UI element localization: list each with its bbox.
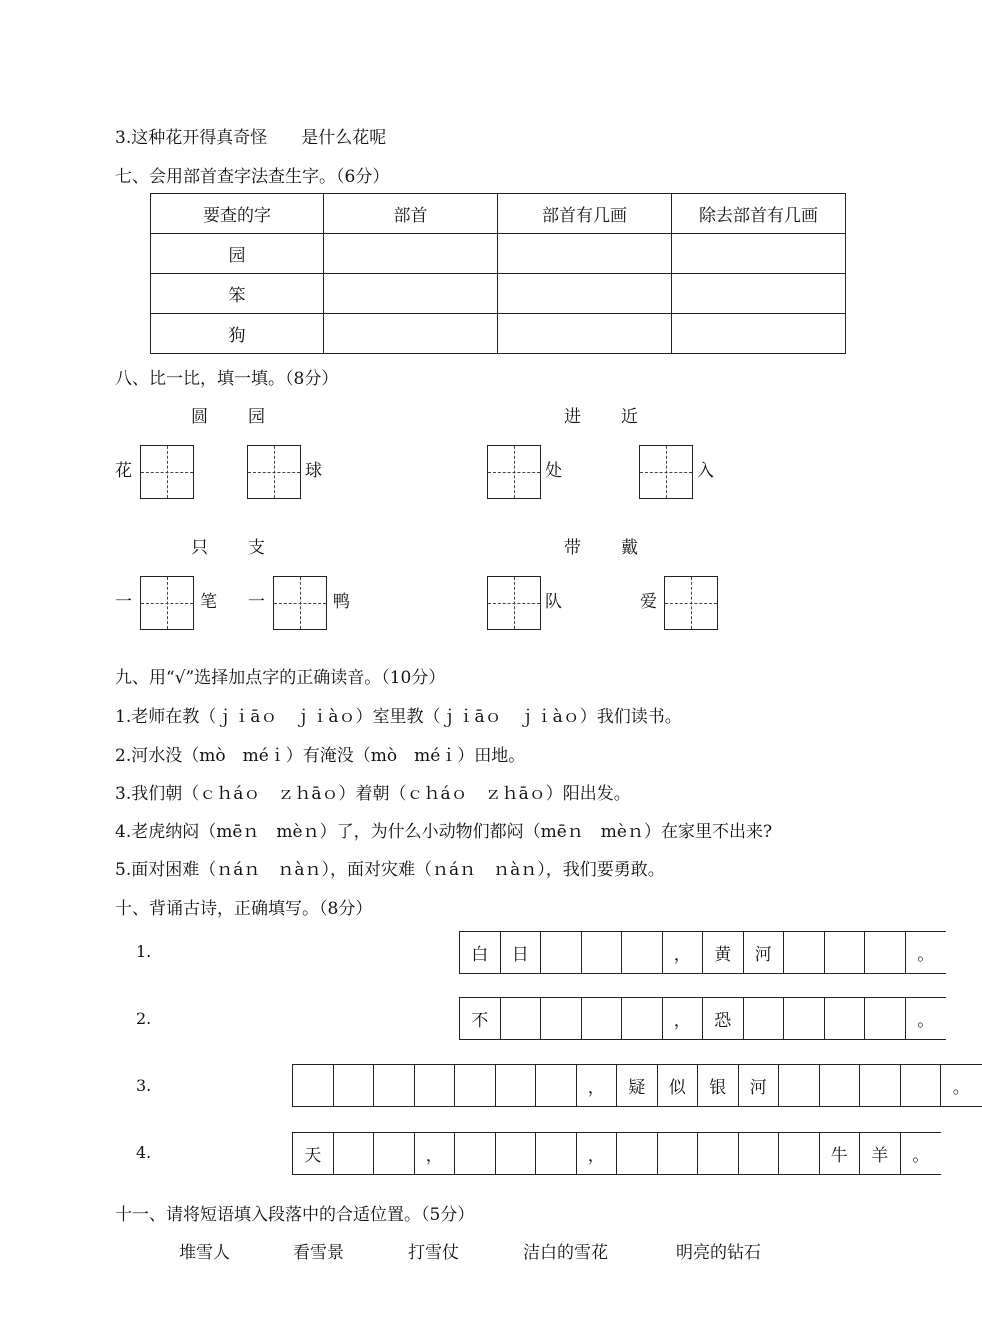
poem-cell-blank[interactable]: [622, 998, 663, 1039]
poem-grid: [292, 1064, 982, 1107]
poem-punctuation: ，: [663, 998, 704, 1039]
poem-cell-blank[interactable]: [658, 1133, 699, 1174]
section-11-title: 十一、请将短语填入段落中的合适位置。（5分）: [115, 1205, 475, 1225]
poem-cell-blank[interactable]: [496, 1133, 537, 1174]
sentence-q3: 3.这种花开得真奇怪 是什么花呢: [115, 128, 387, 148]
compare-char: 只: [191, 538, 208, 558]
tianzige-box[interactable]: [140, 445, 194, 499]
poem-cell-char: 疑: [617, 1065, 658, 1106]
table-cell-char: 狗: [151, 314, 324, 354]
tianzige-box[interactable]: [664, 576, 718, 630]
poem-punctuation: 。: [917, 1011, 935, 1031]
poem-cell-char: 羊: [860, 1133, 901, 1174]
poem-number: 2.: [136, 1009, 152, 1028]
compare-char: 园: [248, 407, 265, 427]
table-row: [151, 274, 846, 314]
section-8-title: 八、比一比，填一填。（8分）: [115, 369, 339, 389]
table-header: 除去部首有几画: [672, 194, 846, 234]
word-part: 一: [115, 592, 132, 612]
phrase-option: 洁白的雪花: [523, 1243, 608, 1263]
poem-cell-blank[interactable]: [901, 1065, 942, 1106]
poem-cell-char: 日: [501, 932, 542, 973]
tianzige-box[interactable]: [273, 576, 327, 630]
poem-cell-blank[interactable]: [825, 932, 866, 973]
table-cell-blank[interactable]: [498, 274, 672, 314]
table-header: 要查的字: [151, 194, 324, 234]
word-part: 球: [305, 461, 322, 481]
poem-cell-blank[interactable]: [582, 932, 623, 973]
tianzige-box[interactable]: [639, 445, 693, 499]
poem-cell-blank[interactable]: [501, 998, 542, 1039]
word-part: 爱: [640, 592, 657, 612]
tianzige-box[interactable]: [247, 445, 301, 499]
phrase-option: 明亮的钻石: [676, 1243, 761, 1263]
poem-cell-blank[interactable]: [784, 932, 825, 973]
table-cell-char: 园: [151, 234, 324, 274]
word-part: 入: [697, 461, 714, 481]
poem-cell-blank[interactable]: [541, 932, 582, 973]
phrase-option: 看雪景: [293, 1243, 344, 1263]
poem-cell-blank[interactable]: [582, 998, 623, 1039]
word-part: 队: [545, 592, 562, 612]
phrase-option: 堆雪人: [179, 1243, 230, 1263]
poem-punctuation: ，: [415, 1133, 456, 1174]
pinyin-question[interactable]: 3.我们朝（ｃｈáｏ ｚｈāｏ）着朝（ｃｈáｏ ｚｈāｏ）阳出发。: [115, 784, 631, 804]
poem-number: 4.: [136, 1143, 152, 1162]
table-row: [151, 234, 846, 274]
poem-cell-char: 牛: [820, 1133, 861, 1174]
section-10-title: 十、背诵古诗，正确填写。（8分）: [115, 899, 373, 919]
table-cell-blank[interactable]: [672, 314, 846, 354]
compare-char: 带: [564, 538, 581, 558]
poem-cell-blank[interactable]: [779, 1133, 820, 1174]
poem-punctuation: 。: [912, 1146, 930, 1166]
poem-punctuation: ，: [577, 1133, 618, 1174]
poem-cell-char: 天: [293, 1133, 334, 1174]
poem-cell-blank[interactable]: [739, 1133, 780, 1174]
poem-cell-char: 恐: [703, 998, 744, 1039]
poem-cell-blank[interactable]: [698, 1133, 739, 1174]
pinyin-question[interactable]: 1.老师在教（ｊｉāｏ ｊｉàｏ）室里教（ｊｉāｏ ｊｉàｏ）我们读书。: [115, 707, 682, 727]
poem-cell-blank[interactable]: [784, 998, 825, 1039]
table-cell-blank[interactable]: [324, 314, 498, 354]
poem-cell-blank[interactable]: [779, 1065, 820, 1106]
table-cell-char: 笨: [151, 274, 324, 314]
table-header-row: [151, 194, 846, 234]
poem-grid: [292, 1132, 941, 1175]
compare-char: 支: [248, 538, 265, 558]
word-part: 一: [248, 592, 265, 612]
poem-cell-blank[interactable]: [744, 998, 785, 1039]
table-cell-blank[interactable]: [672, 234, 846, 274]
tianzige-box[interactable]: [140, 576, 194, 630]
poem-cell-blank[interactable]: [865, 998, 906, 1039]
compare-char: 戴: [621, 538, 638, 558]
table-row: [151, 314, 846, 354]
poem-cell-char: 似: [658, 1065, 699, 1106]
word-part: 处: [545, 461, 562, 481]
word-part: 笔: [200, 592, 217, 612]
poem-grid: [459, 997, 946, 1040]
poem-cell-blank[interactable]: [374, 1065, 415, 1106]
poem-cell-blank[interactable]: [496, 1065, 537, 1106]
table-header: 部首: [324, 194, 498, 234]
poem-grid: [459, 931, 946, 974]
poem-cell-blank[interactable]: [374, 1133, 415, 1174]
word-part: 花: [115, 461, 132, 481]
table-cell-blank[interactable]: [672, 274, 846, 314]
poem-cell-blank[interactable]: [293, 1065, 334, 1106]
poem-cell-char: 黄: [703, 932, 744, 973]
poem-cell-blank[interactable]: [334, 1133, 375, 1174]
table-cell-blank[interactable]: [498, 234, 672, 274]
phrase-option: 打雪仗: [408, 1243, 459, 1263]
poem-cell-blank[interactable]: [455, 1133, 496, 1174]
poem-cell-blank[interactable]: [617, 1133, 658, 1174]
poem-punctuation: 。: [952, 1078, 970, 1098]
compare-char: 近: [621, 407, 638, 427]
poem-cell-blank[interactable]: [860, 1065, 901, 1106]
poem-cell-blank[interactable]: [820, 1065, 861, 1106]
pinyin-question[interactable]: 2.河水没（mò méｉ）有淹没（mò méｉ）田地。: [115, 746, 526, 766]
poem-cell-char: 河: [744, 932, 785, 973]
poem-cell-char: 银: [698, 1065, 739, 1106]
section-9-title: 九、用“√”选择加点字的正确读音。（10分）: [115, 668, 446, 688]
poem-cell-blank[interactable]: [536, 1133, 577, 1174]
poem-cell-blank[interactable]: [334, 1065, 375, 1106]
poem-cell-char: 不: [460, 998, 501, 1039]
poem-punctuation: ，: [663, 932, 704, 973]
table-cell-blank[interactable]: [324, 234, 498, 274]
poem-cell-blank[interactable]: [622, 932, 663, 973]
poem-punctuation: ，: [577, 1065, 618, 1106]
word-part: 鸭: [333, 592, 350, 612]
poem-cell-blank[interactable]: [541, 998, 582, 1039]
poem-cell-blank[interactable]: [825, 998, 866, 1039]
poem-cell-blank[interactable]: [455, 1065, 496, 1106]
poem-cell-blank[interactable]: [865, 932, 906, 973]
poem-cell-char: 河: [739, 1065, 780, 1106]
compare-char: 圆: [191, 407, 208, 427]
tianzige-box[interactable]: [487, 445, 541, 499]
radical-lookup-table: [150, 193, 846, 354]
poem-number: 3.: [136, 1076, 152, 1095]
pinyin-question[interactable]: 5.面对困难（ｎáｎ ｎàｎ），面对灾难（ｎáｎ ｎàｎ），我们要勇敢。: [115, 860, 665, 880]
poem-cell-blank[interactable]: [536, 1065, 577, 1106]
tianzige-box[interactable]: [487, 576, 541, 630]
poem-cell-blank[interactable]: [415, 1065, 456, 1106]
poem-number: 1.: [136, 942, 152, 961]
table-cell-blank[interactable]: [324, 274, 498, 314]
table-cell-blank[interactable]: [498, 314, 672, 354]
table-header: 部首有几画: [498, 194, 672, 234]
compare-char: 进: [564, 407, 581, 427]
poem-punctuation: 。: [917, 945, 935, 965]
pinyin-question[interactable]: 4.老虎纳闷（mēｎ mèｎ）了，为什么小动物们都闷（mēｎ mèｎ）在家里不出来?: [115, 822, 773, 842]
poem-cell-char: 白: [460, 932, 501, 973]
section-7-title: 七、会用部首查字法查生字。（6分）: [115, 167, 390, 187]
